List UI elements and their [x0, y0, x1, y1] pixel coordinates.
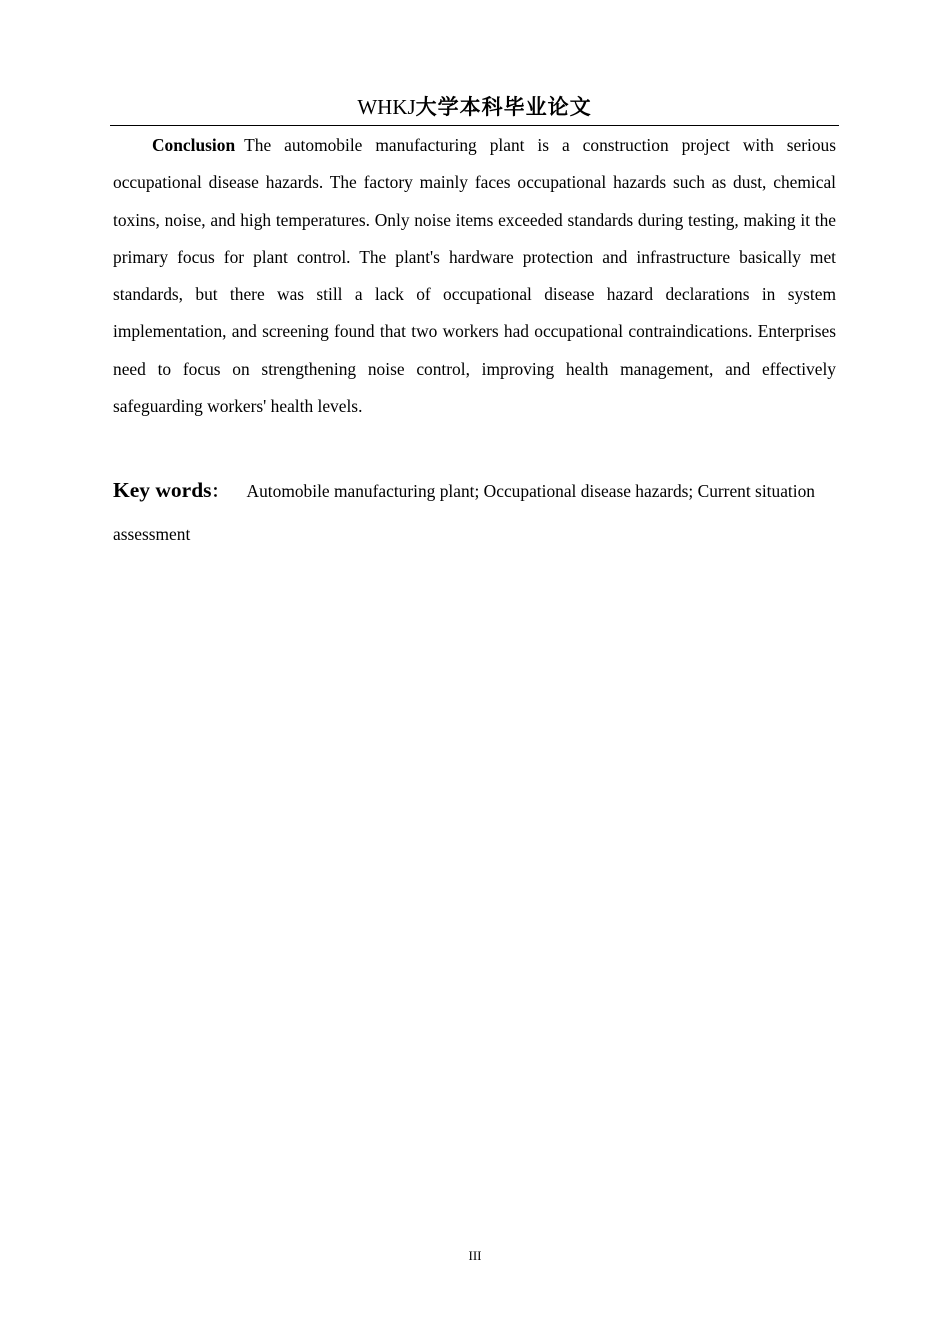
conclusion-label: Conclusion: [152, 135, 236, 155]
conclusion-text: The automobile manufacturing plant is a construction project with serious occupational disease hazards. The factory mainly faces occupational hazards such as dust, chemical toxins, noise, and high temperatures. Only noise items exceeded standards during testing, making it the primary focus for plant control. The plant's hardware protection and infrastructure basically met standards, but there was still a lack of occupational disease hazard declarations in system implementation, and screening found that two workers had occupational contraindications. Enterprises need to focus on strengthening noise control, improving health management, and effectively safeguarding workers' health levels.: [113, 135, 836, 417]
keywords-paragraph: [113, 469, 836, 555]
keywords-label: Key words: [113, 478, 212, 502]
abstract-conclusion-paragraph: [113, 127, 836, 425]
header-school-code: WHKJ: [357, 95, 416, 119]
page-header: [110, 92, 839, 122]
keywords-text: Automobile manufacturing plant; Occupational disease hazards; Current situation assessment: [113, 481, 815, 544]
page-number: III: [468, 1248, 482, 1263]
keywords-colon: ：: [211, 482, 229, 501]
header-divider: [110, 125, 839, 126]
header-thesis-title: 大学本科毕业论文: [415, 95, 592, 119]
